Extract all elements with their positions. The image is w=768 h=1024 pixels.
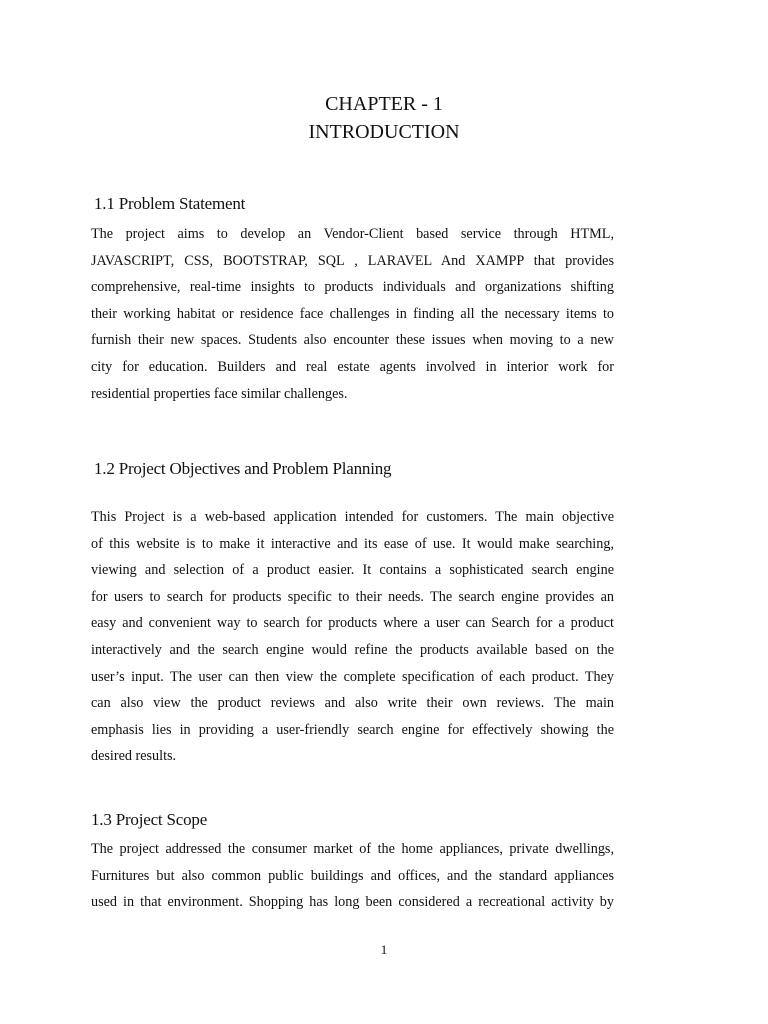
paragraph-line: can also view the product reviews and also write their own reviews. The main	[91, 695, 614, 712]
paragraph-line: Furnitures but also common public buildings and offices, and the standard appliances	[91, 867, 614, 884]
paragraph-line: This Project is a web-based application intended for customers. The main objective	[91, 509, 614, 525]
paragraph-line: comprehensive, real-time insights to products individuals and organizations shifting	[91, 279, 614, 296]
page-number: 1	[380, 942, 388, 957]
paragraph-line: city for education. Builders and real estate agents involved in interior work for	[91, 358, 614, 375]
section-body-project-objectives	[91, 504, 614, 770]
paragraph-line: residential properties face similar challenges.	[91, 385, 348, 402]
paragraph-line: used in that environment. Shopping has long been considered a recreational activity by	[91, 894, 614, 911]
section-heading-project-objectives: 1.2 Project Objectives and Problem Planning	[94, 459, 392, 478]
section-heading-project-scope: 1.3 Project Scope	[91, 810, 208, 829]
paragraph-line: interactively and the search engine would refine the products available based on the	[91, 641, 614, 658]
paragraph-line: emphasis lies in providing a user-friendly search engine for effectively showing the	[91, 721, 614, 738]
paragraph-line: their working habitat or residence face challenges in finding all the necessary items to	[91, 305, 614, 322]
paragraph-line: The project addressed the consumer market of the home appliances, private dwellings,	[91, 841, 614, 857]
paragraph-line: easy and convenient way to search for products where a user can Search for a product	[91, 615, 614, 632]
paragraph-line: JAVASCRIPT, CSS, BOOTSTRAP, SQL , LARAVEL And XAMPP that provides	[91, 252, 614, 269]
chapter-heading	[0, 90, 768, 146]
paragraph-line: for users to search for products specific to their needs. The search engine provides an	[91, 588, 614, 605]
paragraph-line: desired results.	[91, 748, 177, 765]
paragraph-line: furnish their new spaces. Students also encounter these issues when moving to a new	[91, 332, 614, 349]
section-body-project-scope	[91, 836, 614, 916]
section-body-problem-statement	[91, 221, 614, 407]
paragraph-line: of this website is to make it interactive and its ease of use. It would make searching,	[91, 535, 614, 552]
section-heading-problem-statement: 1.1 Problem Statement	[94, 194, 246, 213]
paragraph-line: viewing and selection of a product easier. It contains a sophisticated search engine	[91, 562, 614, 579]
paragraph-line: The project aims to develop an Vendor-Client based service through HTML,	[91, 226, 614, 242]
chapter-label: CHAPTER - 1	[325, 93, 443, 115]
paragraph-line: user’s input. The user can then view the complete specification of each product. They	[91, 668, 614, 685]
chapter-title: INTRODUCTION	[308, 121, 460, 143]
